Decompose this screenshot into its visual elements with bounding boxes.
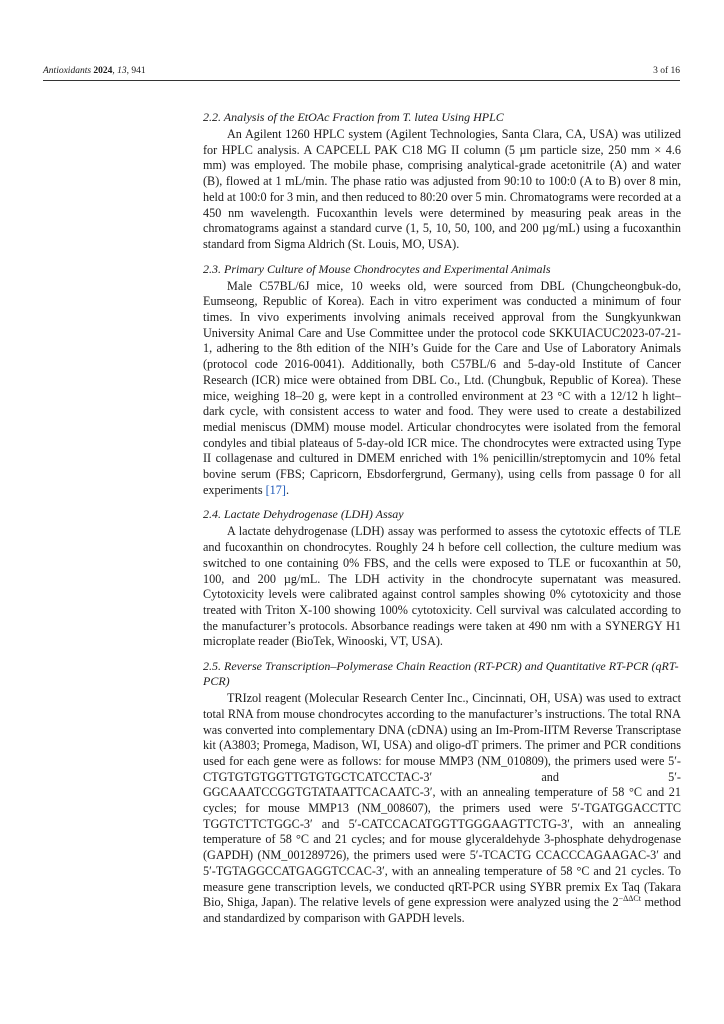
- article-number: 941: [131, 66, 146, 76]
- section-paragraph-2-2: An Agilent 1260 HPLC system (Agilent Technologies, Santa Clara, CA, USA) was utilized for HPLC analysis. A CAPCELL PAK C18 MG II column (5 µm particle size, 250 mm × 4.6 mm) was employed. The mobile phase, comprising analytical-grade acetonitrile (A) and water (B), flowed at 1 mL/min. The phase ratio was adjusted from 90:10 to 100:0 (A to B) over 8 min, held at 100:0 for 3 min, and then reduced to 80:20 over 5 min. Chromatograms were recorded at a 450 nm wavelength. Fucoxanthin levels were determined by measuring peak areas in the chromatograms against a standard curve (1, 5, 10, 50, 100, and 200 µg/mL) using a fucoxanthin standard from Sigma Aldrich (St. Louis, MO, USA).: [203, 127, 681, 251]
- paragraph-text: Male C57BL/6J mice, 10 weeks old, were sourced from DBL (Chungcheongbuk-do, Eumseong, Republic of Korea). Each in vitro experiment was conducted a minimum of four times. In vivo experiments involving animals received approval from the Sungkyunkwan University Animal Care and Use Committee under the protocol code SKKUIACUC2023-07-21-1, adhering to the 8th edition of the NIH’s Guide for the Care and Use of Laboratory Animals (protocol code 2016-0041). Additionally, both C57BL/6 and 5-day-old Institute of Cancer Research (ICR) mice were obtained from DBL Co., Ltd. (Chungbuk, Republic of Korea). These mice, weighing 18–20 g, were kept in a controlled environment at 23 °C with a 12/12 h light–dark cycle, with consistent access to water and food. They were used to create a destabilized medial meniscus (DMM) mouse model. Articular chondrocytes were isolated from the femoral condyles and tibial plateaus of 5-day-old ICR mice. The chondrocytes were extracted using Type II collagenase and cultured in DMEM enriched with 1% penicillin/streptomycin and 10% fetal bovine serum (FBS; Capricorn, Ebsdorfergrund, Germany), using cells from passage 0 for all experiments: [203, 278, 681, 497]
- section-gap: [203, 498, 681, 507]
- paragraph-end: .: [285, 482, 289, 497]
- header-divider: [43, 80, 680, 81]
- journal-year: 2024: [93, 66, 113, 76]
- journal-name: Antioxidants: [43, 66, 92, 76]
- running-header: [43, 66, 680, 80]
- section-heading-2-2: 2.2. Analysis of the EtOAc Fraction from T. lutea Using HPLC: [203, 110, 504, 124]
- section-heading-2-4: 2.4. Lactate Dehydrogenase (LDH) Assay: [203, 507, 404, 522]
- section-heading-2-3: 2.3. Primary Culture of Mouse Chondrocytes and Experimental Animals: [203, 261, 551, 276]
- journal-citation: Antioxidants 2024, 13, 941: [43, 66, 146, 76]
- page-number: 3 of 16: [653, 66, 680, 76]
- paragraph-text: TRIzol reagent (Molecular Research Center Inc., Cincinnati, OH, USA) was used to extract total RNA from mouse chondrocytes according to the manufacturer’s instructions. The total RNA was converted into complementary DNA (cDNA) using an Im-Prom-IITM Reverse Transcriptase kit (A3803; Promega, Madison, WI, USA) and oligo-dT primers. The primer and PCR conditions used for each gene were as follows: for mouse MMP3 (NM_010809), the primers used were 5′-CTGTGTGTGGTTGTGTGCTCATCCTAC-3′ and 5′-GGCAAATCCGGTGTATAATTCACAATC-3′, with an annealing temperature of 58 °C and 21 cycles; for mouse MMP13 (NM_008607), the primers used were 5′-TGATGGACCTTC TGGTCTTCTGGC-3′ and 5′-CATCCACATGGTTGGGAAGTTCTG-3′, with an annealing temperature of 58 °C and 21 cycles; and for mouse glyceraldehyde 3-phosphate dehydrogenase (GAPDH) (NM_001289726), the primers used were 5′-TCACTG CCACCCAGAAGAC-3′ and 5′-TGTAGGCCATGAGGTCCAC-3′, with an annealing temperature of 58 °C and 21 cycles. To measure gene transcription levels, we conducted qRT-PCR using SYBR premix Ex Taq (Takara Bio, Shiga, Japan). The relative levels of gene expression were analyzed using the 2: [203, 691, 681, 910]
- section-paragraph-2-5: [203, 691, 681, 927]
- section-heading-2-5: 2.5. Reverse Transcription–Polymerase Chain Reaction (RT-PCR) and Quantitative RT-PCR (qRT-PCR): [203, 659, 679, 689]
- section-gap: [203, 253, 681, 262]
- superscript-ddct: −ΔΔCt: [618, 894, 641, 904]
- paragraph-end: method and standardized by comparison with GAPDH levels.: [203, 895, 682, 925]
- section-paragraph-2-4: A lactate dehydrogenase (LDH) assay was performed to assess the cytotoxic effects of TLE and fucoxanthin on chondrocytes. Roughly 24 h before cell collection, the culture medium was switched to one containing 0% FBS, and the cells were exposed to TLE or fucoxanthin at 50, 100, and 200 µg/mL. The LDH activity in the chondrocyte supernatant was measured. Cytotoxicity levels were calibrated against control samples showing 0% cytotoxicity and those treated with Triton X-100 showing 100% cytotoxicity. Cell survival was calculated according to the manufacturer’s protocols. Absorbance readings were taken at 490 nm with a SYNERGY H1 microplate reader (BioTek, Winooski, VT, USA).: [203, 524, 681, 649]
- section-gap: [203, 650, 681, 659]
- journal-volume: 13: [117, 66, 127, 76]
- section-paragraph-2-3: [203, 279, 681, 499]
- body-content: [203, 110, 681, 927]
- citation-link[interactable]: [17]: [265, 482, 286, 497]
